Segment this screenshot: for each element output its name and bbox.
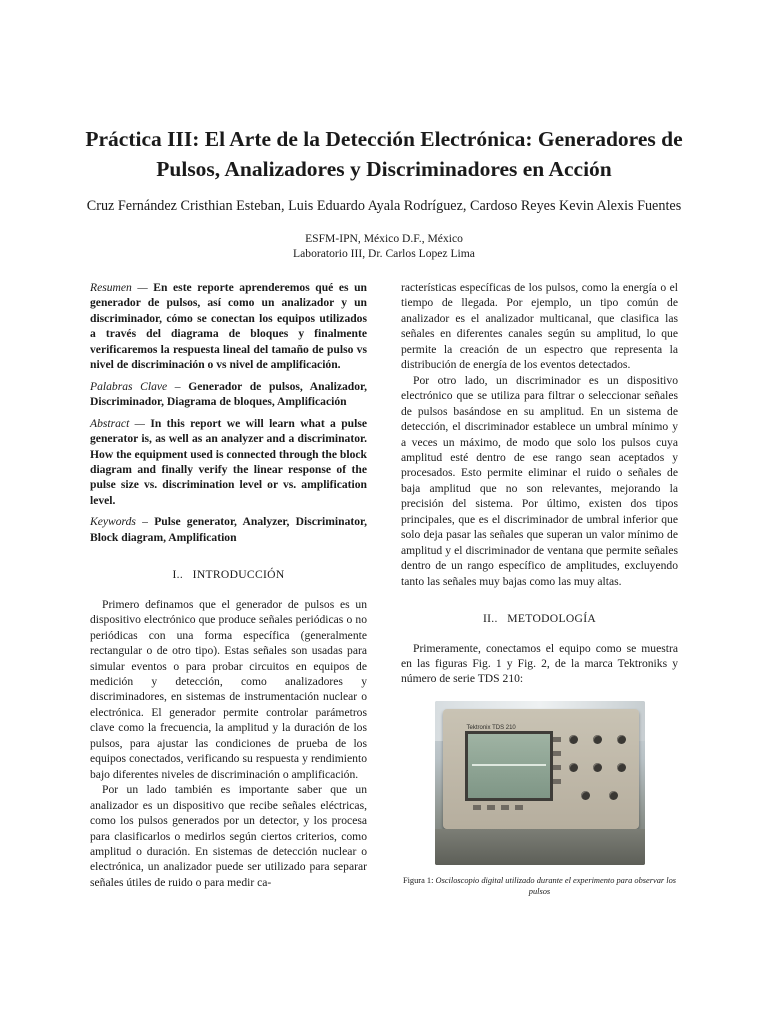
palabras-clave-label: Palabras Clave	[90, 379, 168, 393]
oscilloscope-brand-label: Tektronix TDS 210	[466, 724, 516, 731]
resumen-paragraph	[90, 280, 367, 373]
knob-icon	[593, 735, 602, 744]
abstract-sep: —	[129, 416, 151, 430]
knob-icon	[569, 735, 578, 744]
body-paragraph-continued: racterísticas específicas de los pulsos, como la energía o el tiempo de llegada. Por ejemplo, un tipo común de analizador es el analizador multicanal, que clasifica las señales en diferentes canales según su amplitud, lo que permite la creación de un espectro que representa la distribución de energía de los eventos detectados.	[401, 281, 678, 372]
section-heading-introduccion	[90, 567, 367, 582]
palabras-clave-sep: –	[167, 379, 189, 393]
oscilloscope-photo	[435, 701, 645, 865]
resumen-text: En este reporte aprenderemos qué es un generador de pulsos, así como un analizador y un discriminador, cómo se conectan los equipos utilizados a través del diagrama de bloques y finalmente verificaremos la respuesta lineal del tamaño de pulso vs nivel de discriminación o vs nivel de amplificación.	[90, 281, 367, 372]
keywords-label: Keywords	[90, 515, 136, 529]
keywords-text: Pulse generator, Analyzer, Discriminator, Block diagram, Amplification	[90, 515, 368, 544]
oscilloscope-body	[443, 709, 639, 829]
button-icon	[553, 779, 561, 784]
knob-icon	[617, 735, 626, 744]
section-title: METODOLOGÍA	[507, 612, 597, 626]
section-heading-metodologia	[401, 611, 678, 626]
knob-icon	[581, 791, 590, 800]
abstract-paragraph	[90, 416, 367, 509]
knob-icon	[617, 763, 626, 772]
knob-icon	[593, 763, 602, 772]
section-title: INTRODUCCIÓN	[192, 568, 285, 582]
palabras-clave-text: Generador de pulsos, Analizador, Discriminador, Diagrama de bloques, Amplificación	[90, 379, 367, 409]
figure-caption-text: Osciloscopio digital utilizado durante el experimento para observar los pulsos	[435, 875, 677, 896]
figure-caption	[401, 875, 678, 897]
button-icon	[553, 765, 561, 770]
abstract-text: In this report we will learn what a pulse generator is, as well as an analyzer and a discriminator. How the equipment used is connected through the block diagram and finally verify the linear response of the pulse size vs. discrimination level or vs. amplification level.	[90, 416, 367, 507]
lab-info: Laboratorio III, Dr. Carlos Lopez Lima	[293, 246, 475, 260]
author-list: Cruz Fernández Cristhian Esteban, Luis Eduardo Ayala Rodríguez, Cardoso Reyes Kevin Alexis Fuentes	[86, 198, 682, 214]
keywords-paragraph	[90, 514, 367, 545]
resumen-sep: —	[131, 281, 154, 294]
figure-label: Figura 1:	[402, 875, 434, 885]
left-column	[90, 280, 367, 890]
intro-paragraph-2: Por un lado también es importante saber que un analizador es un dispositivo que recibe señales eléctricas, como los pulsos generados por un detector, y los procesa para clasificarlos o medirlos según ciertos criterios, como amplitud o duración. En sistemas de detección nuclear o electrónica, un analizador puede ser utilizado para separar señales útiles de ruido o para medir ca-	[90, 783, 367, 889]
knob-icon	[609, 791, 618, 800]
resumen-label: Resumen	[90, 281, 132, 294]
button-icon	[487, 805, 495, 810]
keywords-sep: –	[135, 515, 155, 529]
knob-icon	[569, 763, 578, 772]
button-icon	[501, 805, 509, 810]
metodologia-paragraph-1: Primeramente, conectamos el equipo como se muestra en las figuras Fig. 1 y Fig. 2, de la marca Tektroniks y número de serie TDS 210:	[401, 641, 678, 686]
button-icon	[473, 805, 481, 810]
body-paragraph-discriminador: Por otro lado, un discriminador es un dispositivo electrónico que se utiliza para filtrar o seleccionar señales de pulsos basándose en su amplitud. En un sistema de detección, el discriminador establece un umbral mínimo y a veces un máximo, de modo que solo los pulsos cuya amplitud esté dentro de ese rango sean aceptados y procesados. Esto permite eliminar el ruido o señales de baja amplitud que no son relevantes, mejorando la precisión del sistema. Por último, existen dos tipos principales, que es el discriminador de umbral inferior que solo deja pasar las señales que superan un valor mínimo de amplitud y el discriminador de ventana que permite señales dentro de un rango específico de amplitudes, excluyendo tanto las señales muy bajas como las muy altas.	[401, 373, 678, 588]
right-column	[401, 280, 678, 897]
section-number: II..	[482, 612, 498, 626]
abstract-label: Abstract	[90, 416, 130, 430]
affiliation-block	[80, 232, 688, 261]
button-icon	[553, 737, 561, 742]
intro-paragraph-1: Primero definamos que el generador de pulsos es un dispositivo electrónico que produce señales periódicas o no periódicas con una forma específica (generalmente rectangular o de otro tipo). Estas señales son usadas para simular eventos o para probar circuitos en equipos de medición y detección, como analizadores y discriminadores, en sistemas de instrumentación nuclear o electrónica. El generador permite controlar parámetros clave como la frecuencia, la amplitud y la duración de los pulsos, para ajustar las condiciones de prueba de los equipos conectados, verificando su respuesta y rendimiento bajo diferentes niveles de discriminación o amplificación.	[90, 597, 367, 781]
affiliation: ESFM-IPN, México D.F., México	[305, 232, 463, 245]
palabras-clave-paragraph	[90, 379, 367, 410]
section-number: I..	[172, 568, 184, 582]
oscilloscope-screen	[465, 731, 553, 801]
figure-1	[401, 701, 678, 897]
button-icon	[553, 751, 561, 756]
paper-title: Práctica III: El Arte de la Detección Electrónica: Generadores de Pulsos, Analizadores y Discriminadores en Acción	[85, 127, 683, 181]
button-icon	[515, 805, 523, 810]
lab-bench	[435, 829, 645, 865]
